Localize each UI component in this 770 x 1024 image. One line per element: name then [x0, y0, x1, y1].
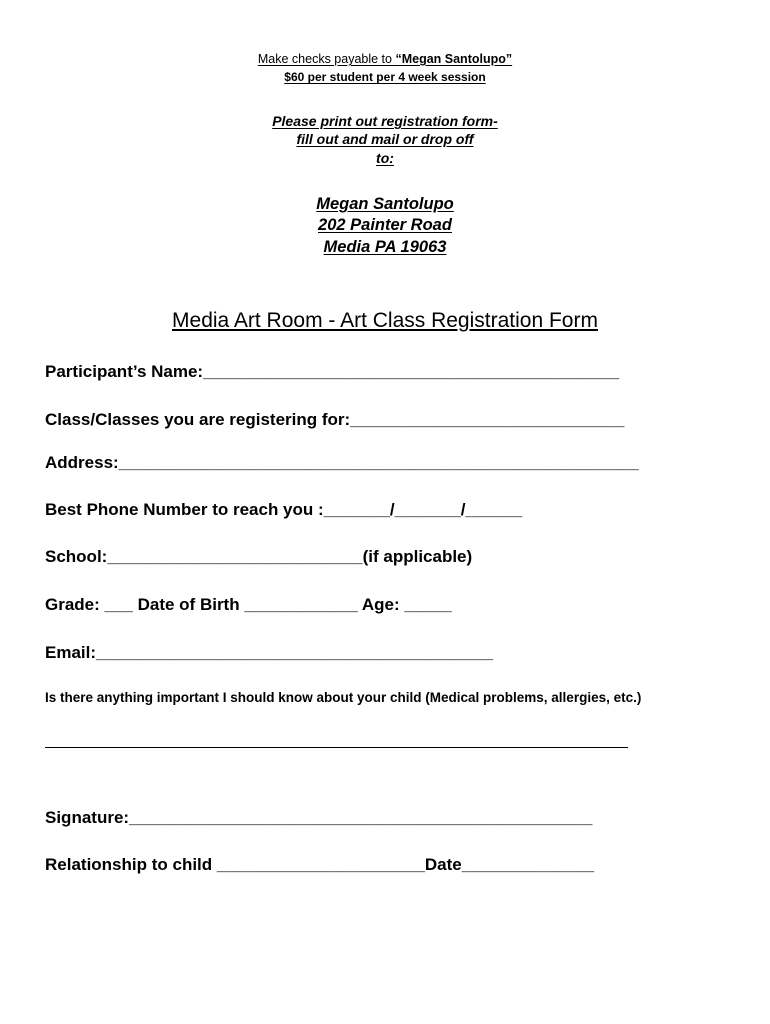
phone-field[interactable]: Best Phone Number to reach you :_______/_______/______: [45, 500, 523, 519]
signature-field[interactable]: Signature:_________________________________________________: [45, 808, 593, 827]
payment-info-line: [0, 52, 770, 66]
instruction-line-2: [0, 131, 770, 147]
instruction-text-2: fill out and mail or drop off: [296, 131, 474, 147]
mail-address-city: [0, 238, 770, 257]
grade-dob-age-field[interactable]: Grade: ___ Date of Birth ____________ Age: _____: [45, 595, 452, 614]
mail-address-street: [0, 216, 770, 235]
price-line: [0, 70, 770, 84]
mail-name-text: Megan Santolupo: [316, 195, 454, 213]
mail-city-text: Media PA 19063: [323, 238, 447, 256]
instruction-line-1: [0, 113, 770, 129]
instruction-text-1: Please print out registration form-: [272, 113, 498, 129]
instruction-text-3: to:: [376, 150, 394, 166]
email-field[interactable]: Email:__________________________________________: [45, 643, 494, 662]
mail-street-text: 202 Painter Road: [318, 216, 452, 234]
price-text: $60 per student per 4 week session: [284, 70, 486, 84]
payable-prefix: Make checks payable to: [257, 52, 396, 66]
school-field[interactable]: School:___________________________(if applicable): [45, 547, 473, 566]
important-info-answer-line[interactable]: [45, 747, 628, 748]
classes-field[interactable]: Class/Classes you are registering for:_____________________________: [45, 410, 625, 429]
relationship-date-field[interactable]: Relationship to child ______________________Date______________: [45, 855, 595, 874]
form-title-text: Media Art Room - Art Class Registration Form: [172, 309, 598, 332]
payable-name: “Megan Santolupo”: [395, 52, 513, 66]
participant-name-field[interactable]: Participant’s Name:____________________________________________: [45, 362, 620, 381]
mail-address-name: [0, 195, 770, 214]
form-title: [0, 309, 770, 333]
instruction-line-3: [0, 150, 770, 166]
important-info-question: Is there anything important I should know about your child (Medical problems, allergies, etc.): [45, 690, 642, 705]
address-field[interactable]: Address:_______________________________________________________: [45, 453, 639, 472]
